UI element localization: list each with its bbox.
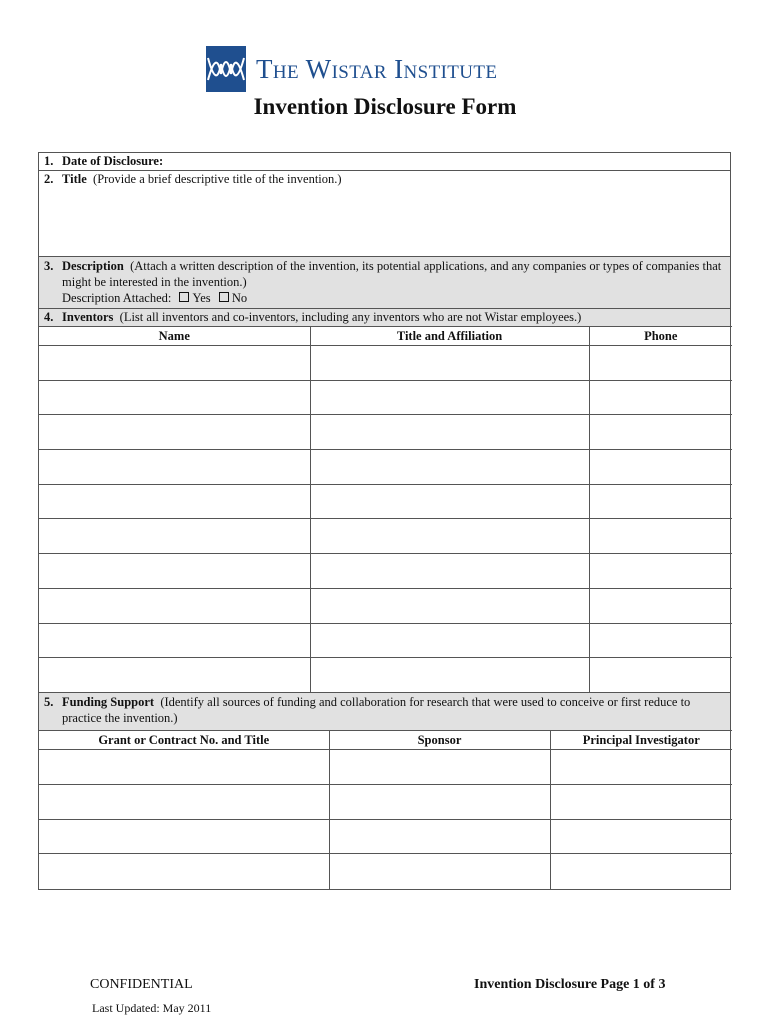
- section-2-label: Title: [62, 172, 87, 186]
- section-5-funding: [39, 692, 730, 730]
- funding-cell[interactable]: [550, 854, 732, 889]
- inventor-cell[interactable]: [39, 484, 310, 519]
- inventor-cell[interactable]: [310, 588, 589, 623]
- inventor-cell[interactable]: [589, 623, 732, 658]
- section-3-description: [39, 256, 730, 308]
- section-1-label: Date of Disclosure:: [62, 154, 164, 168]
- inventors-header-row: [39, 327, 732, 346]
- inventor-cell[interactable]: [39, 450, 310, 485]
- column-header-pi: Principal Investigator: [550, 731, 732, 750]
- section-1-number: 1.: [44, 154, 54, 168]
- section-4-hint: (List all inventors and co-inventors, including any inventors who are not Wistar employees.): [119, 310, 582, 324]
- inventor-cell[interactable]: [589, 415, 732, 450]
- inventor-cell[interactable]: [39, 588, 310, 623]
- funding-cell[interactable]: [39, 854, 329, 889]
- page-number: Invention Disclosure Page 1 of 3: [474, 977, 666, 992]
- inventor-row: [39, 450, 732, 485]
- inventor-row: [39, 623, 732, 658]
- inventor-cell[interactable]: [589, 346, 732, 381]
- section-1-date[interactable]: [39, 153, 730, 170]
- inventor-cell[interactable]: [39, 415, 310, 450]
- column-header-title-affiliation: Title and Affiliation: [310, 327, 589, 346]
- inventor-cell[interactable]: [310, 623, 589, 658]
- funding-header-row: [39, 731, 732, 750]
- inventor-cell[interactable]: [310, 658, 589, 693]
- column-header-grant: Grant or Contract No. and Title: [39, 731, 329, 750]
- section-5-number: 5.: [44, 695, 54, 710]
- section-4-number: 4.: [44, 310, 54, 324]
- section-3-label: Description: [62, 259, 124, 273]
- confidential-label: CONFIDENTIAL: [90, 977, 193, 992]
- funding-cell[interactable]: [329, 785, 550, 820]
- inventor-cell[interactable]: [589, 588, 732, 623]
- funding-cell[interactable]: [550, 819, 732, 854]
- funding-cell[interactable]: [329, 854, 550, 889]
- inventor-row: [39, 484, 732, 519]
- column-header-sponsor: Sponsor: [329, 731, 550, 750]
- inventor-row: [39, 554, 732, 589]
- inventor-cell[interactable]: [589, 519, 732, 554]
- description-attached-label: Description Attached:: [62, 291, 172, 305]
- no-checkbox[interactable]: [219, 292, 229, 302]
- section-4-inventors: [39, 308, 730, 326]
- funding-table: [39, 730, 732, 888]
- section-3-number: 3.: [44, 259, 54, 273]
- funding-cell[interactable]: [550, 750, 732, 785]
- funding-row: [39, 785, 732, 820]
- section-2-number: 2.: [44, 172, 54, 186]
- inventor-cell[interactable]: [310, 554, 589, 589]
- inventor-cell[interactable]: [39, 658, 310, 693]
- inventor-cell[interactable]: [589, 658, 732, 693]
- yes-label: Yes: [192, 291, 211, 305]
- section-4-label: Inventors: [62, 310, 114, 324]
- inventors-table: [39, 326, 732, 692]
- last-updated: Last Updated: May 2011: [92, 1001, 212, 1015]
- inventor-row: [39, 658, 732, 693]
- inventor-row: [39, 519, 732, 554]
- column-header-phone: Phone: [589, 327, 732, 346]
- inventor-cell[interactable]: [39, 519, 310, 554]
- funding-row: [39, 819, 732, 854]
- no-label: No: [231, 291, 248, 305]
- inventor-row: [39, 346, 732, 381]
- funding-cell[interactable]: [39, 750, 329, 785]
- section-3-hint: (Attach a written description of the invention, its potential applications, and any companies or types of companies that might be interested in the invention.): [62, 259, 722, 289]
- inventor-cell[interactable]: [310, 519, 589, 554]
- inventor-cell[interactable]: [589, 554, 732, 589]
- column-header-name: Name: [39, 327, 310, 346]
- section-2-title[interactable]: [39, 170, 730, 256]
- logo: [206, 46, 497, 92]
- funding-cell[interactable]: [329, 750, 550, 785]
- yes-checkbox[interactable]: [179, 292, 189, 302]
- funding-row: [39, 854, 732, 889]
- inventor-cell[interactable]: [310, 346, 589, 381]
- funding-row: [39, 750, 732, 785]
- wistar-logo-icon: [206, 46, 246, 92]
- inventor-row: [39, 588, 732, 623]
- section-2-hint: (Provide a brief descriptive title of the invention.): [93, 172, 342, 186]
- inventor-cell[interactable]: [39, 554, 310, 589]
- inventor-cell[interactable]: [39, 623, 310, 658]
- page-title: Invention Disclosure Form: [253, 94, 517, 119]
- inventor-cell[interactable]: [310, 484, 589, 519]
- inventor-cell[interactable]: [39, 380, 310, 415]
- description-attached: [39, 290, 730, 306]
- inventor-cell[interactable]: [589, 484, 732, 519]
- funding-cell[interactable]: [39, 785, 329, 820]
- disclosure-form: [38, 152, 731, 890]
- logo-text: The Wistar Institute: [256, 53, 498, 84]
- inventor-cell[interactable]: [310, 450, 589, 485]
- inventor-cell[interactable]: [39, 346, 310, 381]
- inventor-cell[interactable]: [310, 415, 589, 450]
- section-5-label: Funding Support: [62, 695, 155, 710]
- funding-cell[interactable]: [329, 819, 550, 854]
- inventor-row: [39, 380, 732, 415]
- inventor-cell[interactable]: [589, 450, 732, 485]
- inventor-cell[interactable]: [310, 380, 589, 415]
- funding-cell[interactable]: [550, 785, 732, 820]
- section-5-hint: (Identify all sources of funding and collaboration for research that were used to conceive or first reduce to practice the invention.): [62, 695, 691, 726]
- inventor-row: [39, 415, 732, 450]
- inventor-cell[interactable]: [589, 380, 732, 415]
- funding-cell[interactable]: [39, 819, 329, 854]
